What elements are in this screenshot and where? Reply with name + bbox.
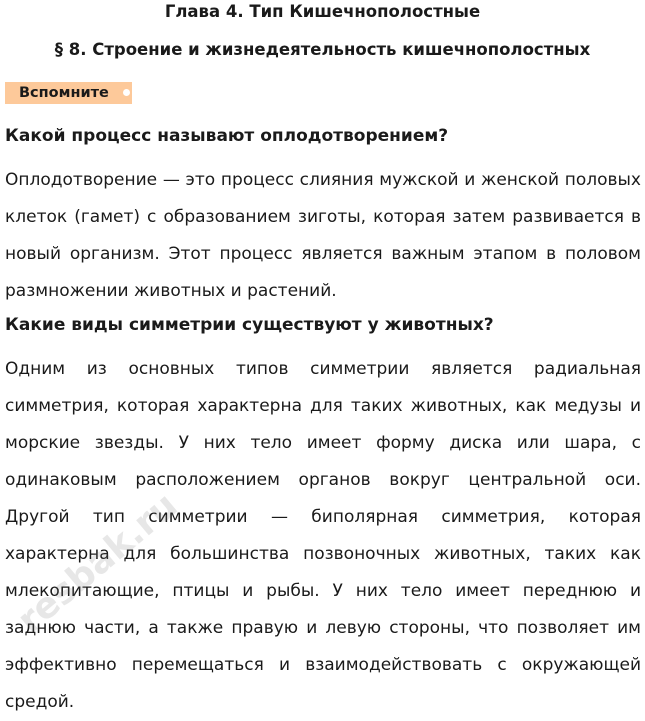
watermark: resbak.ru	[10, 484, 186, 642]
answer-paragraph: Оплодотворение — это процесс слияния мужской и женской половых клеток (гамет) с образованием зиготы, которая затем развивается в новый организм. Этот процесс является важным этапом в половом размножении животных и растений.	[5, 170, 641, 301]
section-title: § 8. Строение и жизнедеятельность кишечнополостных	[54, 40, 591, 59]
answer-paragraph: Одним из основных типов симметрии является радиальная симметрия, которая характерна для таких животных, как медузы и морские звезды. У них тело имеет форму диска или шара, с одинаковым расположением органов вокруг центральной оси. Другой тип симметрии — биполярная симметрия, которая характерна для большинства позвоночных животных, таких как млекопитающие, птицы и рыбы. У них тело имеет переднюю и заднюю части, а также правую и левую стороны, что позволяет им эффективно перемещаться и взаимодействовать с окружающей средой.	[5, 359, 641, 712]
badge-dot-icon	[123, 89, 130, 96]
question-heading: Какой процесс называют оплодотворением?	[5, 126, 449, 146]
question-heading: Какие виды симметрии существуют у животных?	[5, 315, 494, 335]
chapter-title: Глава 4. Тип Кишечнополостные	[164, 2, 481, 21]
badge-label: Вспомните	[19, 85, 109, 101]
remember-badge	[5, 82, 132, 104]
